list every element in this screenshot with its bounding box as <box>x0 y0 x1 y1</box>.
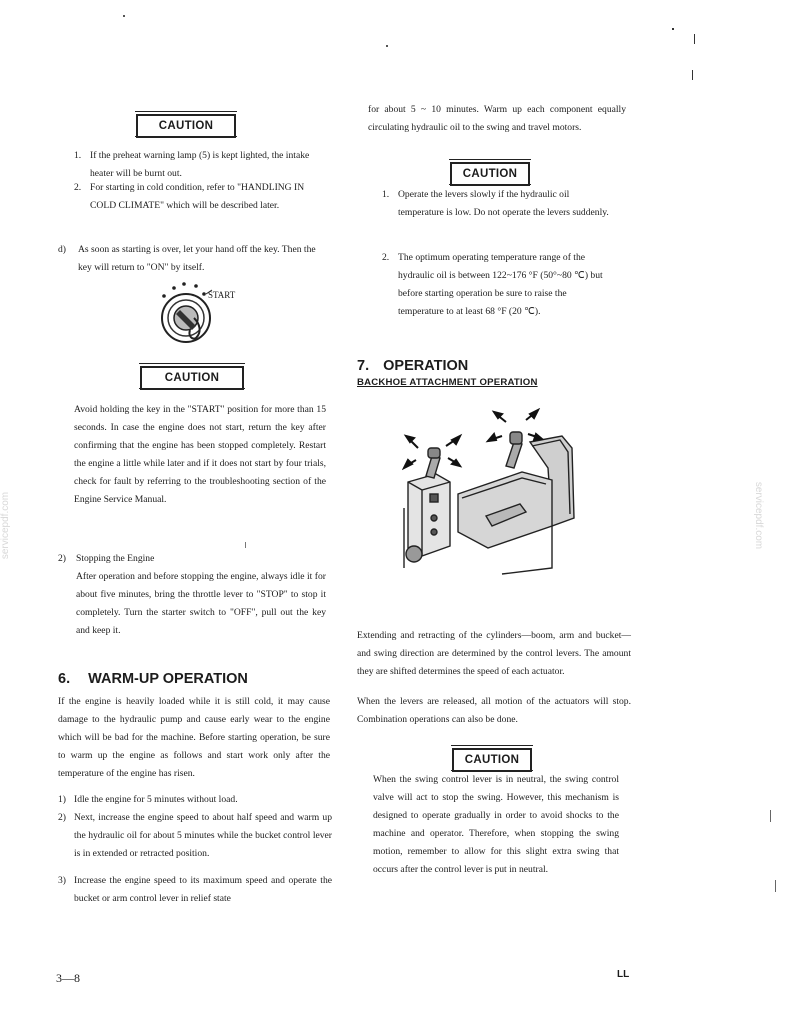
section-7-para1: Extending and retracting of the cylinders—boom, arm and bucket—and swing direction are determined by the control levers. The amount they are shifted determines the speed of each actuator. <box>357 630 631 677</box>
stopping-text: After operation and before stopping the engine, always idle it for about five minutes, bring the throttle lever to "STOP" to stop it completely. Turn the starter switch to "OFF", pull out the key and keep it. <box>76 571 326 636</box>
section-7-heading <box>357 358 617 374</box>
item-text: Increase the engine speed to its maximum speed and operate the bucket or arm control lever in relief state <box>74 875 332 904</box>
scan-speck <box>386 45 388 47</box>
control-levers-illustration <box>402 408 584 576</box>
section-6-heading <box>58 671 328 687</box>
section-6-intro: If the engine is heavily loaded while it is still cold, it may cause damage to the hydraulic pump and cause early wear to the engine which will be bad for the machine. Before starting operation, be sure to warm up the engine as follows and start work only after the temperature of the engine has risen. <box>58 696 330 779</box>
item-text: Idle the engine for 5 minutes without load. <box>74 794 238 805</box>
caution-label: CAUTION <box>158 120 214 132</box>
continued-text: for about 5 ~ 10 minutes. Warm up each component equally circulating hydraulic oil to the swing and travel motors. <box>368 104 626 133</box>
key-start-label: START <box>208 290 236 300</box>
caution-box-1 <box>136 114 236 138</box>
section-number: 7. <box>357 358 370 374</box>
caution-box-3 <box>450 162 530 186</box>
item-number: 1. <box>74 150 82 161</box>
scan-speck <box>245 542 246 548</box>
caution-label: CAUTION <box>164 372 220 384</box>
item-text: The optimum operating temperature range of the hydraulic oil is between 122~176 °F (50°~80 ℃) but before starting operation be sure to raise the temperature to at least 68 °F (20 ℃). <box>398 252 603 317</box>
item-number: 1. <box>382 189 390 200</box>
item-text: As soon as starting is over, let your hand off the key. Then the key will return to "ON" by itself. <box>78 244 316 273</box>
item-text: For starting in cold condition, refer to "HANDLING IN COLD CLIMATE" which will be described later. <box>90 182 305 211</box>
item-body <box>76 550 326 640</box>
item-text: Next, increase the engine speed to about half speed and warm up the hydraulic oil for about 5 minutes while the bucket control lever is in extended or retracted position. <box>74 812 332 859</box>
scan-speck <box>692 70 693 80</box>
item-text: If the preheat warning lamp (5) is kept lighted, the intake heater will be burnt out. <box>90 150 310 179</box>
scan-speck <box>672 28 674 30</box>
caution-label: CAUTION <box>462 168 518 180</box>
section-title: OPERATION <box>383 358 469 374</box>
caution-label: CAUTION <box>464 754 520 766</box>
caution4-text: When the swing control lever is in neutral, the swing control valve will act to stop the swing. However, this mechanism is designed to operate gradually in order to avoid shocks to the machine and operator. Therefore, when stopping the swing motion, remember to allow for this slight extra swing that occurs after the control lever is put in neutral. <box>373 774 619 875</box>
item-number: 2. <box>382 252 390 263</box>
item-number: 2. <box>74 182 82 193</box>
scan-speck <box>770 810 771 822</box>
caution2-text: Avoid holding the key in the "START" position for more than 15 seconds. In case the engine does not start, return the key after confirming that the engine has been stopped completely. Restart the engine a little while later and if it does not start by four trials, check for fault by referring to the troubleshooting section of the Engine Service Manual. <box>74 404 326 505</box>
footer-mark: LL <box>617 969 630 980</box>
stopping-title: Stopping the Engine <box>76 553 155 564</box>
scan-speck <box>694 34 695 44</box>
item-number: 2) <box>58 553 66 564</box>
item-text: Operate the levers slowly if the hydraulic oil temperature is low. Do not operate the levers suddenly. <box>398 189 609 218</box>
page-number: 3—8 <box>56 971 80 985</box>
section-title: WARM-UP OPERATION <box>88 671 248 687</box>
caution-box-2 <box>140 366 244 390</box>
item-number: 1) <box>58 794 66 805</box>
caution-box-4 <box>452 748 532 772</box>
section-7-para2: When the levers are released, all motion of the actuators will stop. Combination operations can also be done. <box>357 696 631 725</box>
section-7-subtitle: BACKHOE ATTACHMENT OPERATION <box>357 377 538 388</box>
watermark-right: servicepdf.com <box>753 481 765 550</box>
watermark-left: servicepdf.com <box>0 491 12 560</box>
scan-speck <box>123 15 125 17</box>
section-number: 6. <box>58 671 71 687</box>
item-number: 3) <box>58 875 66 886</box>
item-number: d) <box>58 244 66 255</box>
item-number: 2) <box>58 812 66 823</box>
scan-speck <box>775 880 776 892</box>
key-switch-icon <box>150 280 260 350</box>
